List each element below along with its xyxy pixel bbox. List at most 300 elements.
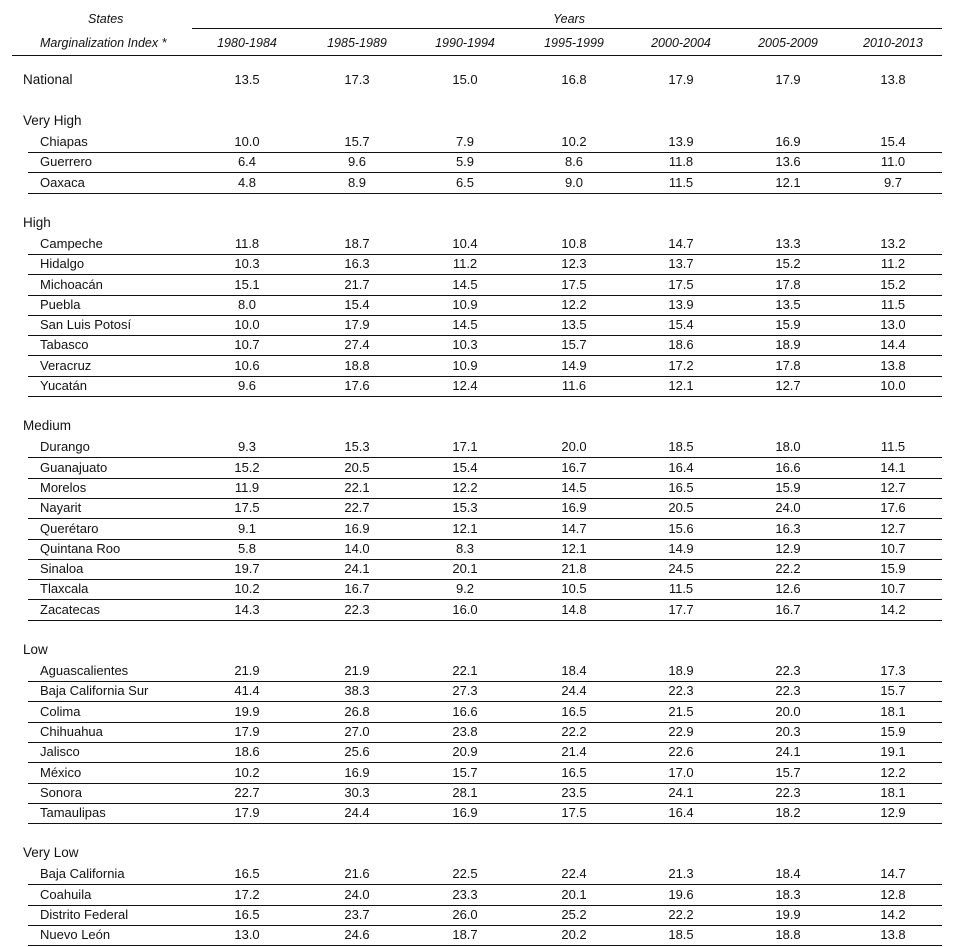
value-cell: 21.6 <box>344 866 370 882</box>
value-cell: 21.7 <box>344 276 370 292</box>
value-cell: 12.1 <box>452 520 478 536</box>
value-cell: 22.2 <box>668 907 694 922</box>
value-cell: 24.1 <box>668 784 694 800</box>
value-cell: 12.6 <box>775 581 801 597</box>
table-row <box>28 335 942 356</box>
value-cell: 13.8 <box>880 72 906 87</box>
state-label: Sonora <box>40 784 82 800</box>
value-cell: 9.6 <box>347 154 367 170</box>
value-cell: 11.5 <box>668 581 694 597</box>
value-cell: 38.3 <box>344 683 370 699</box>
value-cell: 10.6 <box>234 357 260 373</box>
table-row <box>28 132 942 153</box>
table-row <box>28 173 942 194</box>
state-label: Nayarit <box>40 500 82 516</box>
value-cell: 23.5 <box>561 784 587 800</box>
value-cell: 11.0 <box>880 154 906 170</box>
value-cell: 21.4 <box>561 744 587 760</box>
value-cell: 20.3 <box>775 723 801 739</box>
value-cell: 21.3 <box>668 866 694 882</box>
value-cell: 16.5 <box>561 703 587 719</box>
value-cell: 13.8 <box>880 357 906 373</box>
state-label: México <box>40 764 82 780</box>
table-row <box>28 498 942 519</box>
state-label: Chiapas <box>40 134 88 149</box>
value-cell: 18.3 <box>775 886 801 902</box>
table-row <box>28 539 942 560</box>
value-cell: 16.7 <box>775 601 801 617</box>
value-cell: 17.1 <box>452 439 478 455</box>
value-cell: 10.0 <box>234 317 260 333</box>
state-label: Morelos <box>40 479 87 495</box>
value-cell: 13.7 <box>668 256 694 272</box>
value-cell: 8.6 <box>564 154 584 170</box>
value-cell: 9.2 <box>455 581 475 597</box>
state-label: Baja California Sur <box>40 683 149 699</box>
value-cell: 18.5 <box>668 439 694 455</box>
table-row <box>28 152 942 173</box>
state-label: Durango <box>40 439 90 455</box>
value-cell: 16.3 <box>344 256 370 272</box>
value-cell: 16.3 <box>775 520 801 536</box>
value-cell: 13.0 <box>234 927 260 943</box>
value-cell: 20.2 <box>561 927 587 943</box>
table-row <box>28 519 942 540</box>
value-cell: 18.4 <box>775 866 801 882</box>
value-cell: 23.8 <box>452 723 478 739</box>
table-row <box>28 559 942 580</box>
value-cell: 10.5 <box>561 581 587 597</box>
value-cell: 19.7 <box>234 561 260 577</box>
state-label: Quintana Roo <box>40 540 121 556</box>
table-row <box>28 742 942 763</box>
value-cell: 17.0 <box>668 764 694 780</box>
value-cell: 9.1 <box>237 520 257 536</box>
value-cell: 25.6 <box>344 744 370 760</box>
value-cell: 16.5 <box>561 764 587 780</box>
state-label: Puebla <box>40 296 81 312</box>
value-cell: 8.9 <box>347 174 367 190</box>
value-cell: 27.0 <box>344 723 370 739</box>
value-cell: 22.2 <box>775 561 801 577</box>
value-cell: 15.2 <box>880 276 906 292</box>
value-cell: 16.5 <box>668 479 694 495</box>
value-cell: 22.3 <box>775 784 801 800</box>
state-label: Tabasco <box>40 337 89 353</box>
value-cell: 14.1 <box>880 459 906 475</box>
value-cell: 14.2 <box>880 601 906 617</box>
table-row <box>28 722 942 743</box>
value-cell: 13.9 <box>668 134 694 149</box>
value-cell: 16.7 <box>344 581 370 597</box>
value-cell: 12.2 <box>561 296 587 312</box>
value-cell: 17.7 <box>668 601 694 617</box>
table-row <box>28 234 942 255</box>
value-cell: 28.1 <box>452 784 478 800</box>
group-label: Medium <box>23 418 72 434</box>
value-cell: 17.3 <box>880 663 906 678</box>
state-label: Aguascalientes <box>40 663 129 678</box>
state-label: Sinaloa <box>40 561 84 577</box>
value-cell: 18.1 <box>880 784 906 800</box>
value-cell: 15.7 <box>452 764 478 780</box>
value-cell: 9.3 <box>237 439 257 455</box>
period-header: 1985-1989 <box>327 36 387 50</box>
value-cell: 18.9 <box>775 337 801 353</box>
state-label: Guerrero <box>40 154 93 170</box>
value-cell: 18.7 <box>344 235 370 251</box>
value-cell: 10.7 <box>880 581 906 597</box>
value-cell: 11.5 <box>880 296 906 312</box>
value-cell: 10.7 <box>880 540 906 556</box>
value-cell: 17.9 <box>234 723 260 739</box>
value-cell: 24.6 <box>344 927 370 943</box>
value-cell: 20.5 <box>344 459 370 475</box>
value-cell: 16.9 <box>561 500 587 516</box>
value-cell: 21.8 <box>561 561 587 577</box>
value-cell: 12.7 <box>775 378 801 393</box>
value-cell: 22.3 <box>775 683 801 699</box>
value-cell: 15.2 <box>775 256 801 272</box>
value-cell: 13.2 <box>880 235 906 251</box>
value-cell: 22.1 <box>344 479 370 495</box>
value-cell: 16.9 <box>775 134 801 149</box>
value-cell: 12.9 <box>880 805 906 821</box>
value-cell: 18.6 <box>234 744 260 760</box>
state-label: Colima <box>40 703 81 719</box>
group-heading <box>0 843 953 863</box>
years-header: Years <box>553 12 585 26</box>
value-cell: 10.2 <box>234 764 260 780</box>
value-cell: 23.3 <box>452 886 478 902</box>
value-cell: 13.5 <box>234 72 260 87</box>
value-cell: 11.2 <box>880 256 906 272</box>
period-header: 2010-2013 <box>863 36 923 50</box>
value-cell: 11.8 <box>668 154 694 170</box>
value-cell: 22.4 <box>561 866 587 882</box>
value-cell: 16.9 <box>344 520 370 536</box>
marginalization-index-header: Marginalization Index * <box>40 36 167 50</box>
state-label: Nuevo León <box>40 927 111 943</box>
value-cell: 19.1 <box>880 744 906 760</box>
value-cell: 20.1 <box>452 561 478 577</box>
value-cell: 21.9 <box>234 663 260 678</box>
state-label: Coahuila <box>40 886 92 902</box>
value-cell: 12.2 <box>880 764 906 780</box>
group-heading <box>0 416 953 436</box>
value-cell: 26.0 <box>452 907 478 922</box>
value-cell: 15.7 <box>344 134 370 149</box>
value-cell: 12.1 <box>775 174 801 190</box>
value-cell: 18.8 <box>344 357 370 373</box>
value-cell: 16.4 <box>668 805 694 821</box>
value-cell: 8.0 <box>237 296 257 312</box>
table-row <box>28 702 942 723</box>
value-cell: 16.5 <box>234 907 260 922</box>
value-cell: 17.5 <box>234 500 260 516</box>
period-header: 1990-1994 <box>435 36 495 50</box>
value-cell: 10.2 <box>561 134 587 149</box>
table-row <box>28 600 942 621</box>
value-cell: 15.7 <box>880 683 906 699</box>
value-cell: 22.6 <box>668 744 694 760</box>
value-cell: 17.6 <box>344 378 370 393</box>
value-cell: 15.2 <box>234 459 260 475</box>
value-cell: 13.5 <box>775 296 801 312</box>
value-cell: 27.3 <box>452 683 478 699</box>
header-divider <box>12 55 942 56</box>
value-cell: 15.9 <box>775 317 801 333</box>
value-cell: 12.1 <box>561 540 587 556</box>
table-row <box>28 763 942 784</box>
value-cell: 13.3 <box>775 235 801 251</box>
value-cell: 12.3 <box>561 256 587 272</box>
value-cell: 19.6 <box>668 886 694 902</box>
value-cell: 17.5 <box>561 805 587 821</box>
value-cell: 14.7 <box>880 866 906 882</box>
value-cell: 18.6 <box>668 337 694 353</box>
value-cell: 24.5 <box>668 561 694 577</box>
value-cell: 14.8 <box>561 601 587 617</box>
value-cell: 9.6 <box>237 378 257 393</box>
value-cell: 11.5 <box>668 174 694 190</box>
value-cell: 16.6 <box>452 703 478 719</box>
state-label: Querétaro <box>40 520 99 536</box>
value-cell: 12.7 <box>880 479 906 495</box>
value-cell: 17.9 <box>234 805 260 821</box>
value-cell: 16.5 <box>234 866 260 882</box>
value-cell: 15.4 <box>452 459 478 475</box>
group-label: Very Low <box>23 845 79 861</box>
value-cell: 24.1 <box>775 744 801 760</box>
value-cell: 6.5 <box>455 174 475 190</box>
value-cell: 19.9 <box>234 703 260 719</box>
value-cell: 18.2 <box>775 805 801 821</box>
value-cell: 17.8 <box>775 357 801 373</box>
value-cell: 24.0 <box>775 500 801 516</box>
value-cell: 15.4 <box>880 134 906 149</box>
value-cell: 10.0 <box>880 378 906 393</box>
group-label: High <box>23 214 51 230</box>
national-row <box>0 70 953 90</box>
table-row <box>28 885 942 906</box>
value-cell: 24.0 <box>344 886 370 902</box>
value-cell: 23.7 <box>344 907 370 922</box>
value-cell: 15.9 <box>880 561 906 577</box>
value-cell: 14.2 <box>880 907 906 922</box>
value-cell: 11.2 <box>452 256 478 272</box>
value-cell: 10.3 <box>234 256 260 272</box>
value-cell: 11.8 <box>234 235 260 251</box>
value-cell: 20.0 <box>561 439 587 455</box>
value-cell: 14.5 <box>452 276 478 292</box>
value-cell: 20.5 <box>668 500 694 516</box>
table-row <box>28 315 942 336</box>
table-row <box>28 783 942 804</box>
table-row <box>28 681 942 702</box>
period-header: 2000-2004 <box>651 36 711 50</box>
table-row <box>28 478 942 499</box>
value-cell: 10.7 <box>234 337 260 353</box>
value-cell: 20.1 <box>561 886 587 902</box>
table-row <box>28 905 942 926</box>
table-row <box>28 275 942 296</box>
value-cell: 14.9 <box>561 357 587 373</box>
value-cell: 27.4 <box>344 337 370 353</box>
group-heading <box>0 640 953 660</box>
value-cell: 7.9 <box>455 134 475 149</box>
group-label: Low <box>23 642 48 657</box>
value-cell: 25.2 <box>561 907 587 922</box>
value-cell: 15.1 <box>234 276 260 292</box>
table-row <box>28 356 942 377</box>
value-cell: 13.0 <box>880 317 906 333</box>
value-cell: 22.3 <box>668 683 694 699</box>
table-row <box>28 579 942 600</box>
value-cell: 21.9 <box>344 663 370 678</box>
value-cell: 14.9 <box>668 540 694 556</box>
value-cell: 12.8 <box>880 886 906 902</box>
state-label: Distrito Federal <box>40 907 129 922</box>
value-cell: 17.9 <box>775 72 801 87</box>
table-row <box>28 925 942 946</box>
state-label: Hidalgo <box>40 256 85 272</box>
state-label: Veracruz <box>40 357 92 373</box>
period-header: 1995-1999 <box>544 36 604 50</box>
value-cell: 18.5 <box>668 927 694 943</box>
value-cell: 9.7 <box>883 174 903 190</box>
state-label: Guanajuato <box>40 459 108 475</box>
value-cell: 18.9 <box>668 663 694 678</box>
value-cell: 19.9 <box>775 907 801 922</box>
value-cell: 10.4 <box>452 235 478 251</box>
table-row <box>28 864 942 885</box>
value-cell: 16.8 <box>561 72 587 87</box>
table-row <box>28 458 942 479</box>
value-cell: 15.9 <box>880 723 906 739</box>
value-cell: 13.8 <box>880 927 906 943</box>
value-cell: 18.4 <box>561 663 587 678</box>
value-cell: 16.0 <box>452 601 478 617</box>
group-label: Very High <box>23 113 82 128</box>
value-cell: 5.9 <box>455 154 475 170</box>
table-row <box>28 376 942 397</box>
group-heading <box>0 111 953 131</box>
table-row <box>28 437 942 458</box>
value-cell: 9.0 <box>564 174 584 190</box>
state-label: Jalisco <box>40 744 80 760</box>
value-cell: 17.2 <box>234 886 260 902</box>
value-cell: 20.9 <box>452 744 478 760</box>
value-cell: 15.7 <box>561 337 587 353</box>
value-cell: 6.4 <box>237 154 257 170</box>
value-cell: 14.7 <box>668 235 694 251</box>
value-cell: 26.8 <box>344 703 370 719</box>
value-cell: 10.0 <box>234 134 260 149</box>
value-cell: 16.7 <box>561 459 587 475</box>
value-cell: 12.1 <box>668 378 694 393</box>
state-label: Michoacán <box>40 276 103 292</box>
value-cell: 14.7 <box>561 520 587 536</box>
table-row <box>28 803 942 824</box>
state-label: Tamaulipas <box>40 805 106 821</box>
state-label: Zacatecas <box>40 601 100 617</box>
value-cell: 15.9 <box>775 479 801 495</box>
value-cell: 10.3 <box>452 337 478 353</box>
state-label: Yucatán <box>40 378 87 393</box>
value-cell: 14.5 <box>561 479 587 495</box>
value-cell: 10.9 <box>452 357 478 373</box>
value-cell: 17.9 <box>668 72 694 87</box>
value-cell: 18.7 <box>452 927 478 943</box>
value-cell: 24.4 <box>344 805 370 821</box>
value-cell: 15.4 <box>668 317 694 333</box>
years-divider <box>192 28 942 29</box>
value-cell: 13.9 <box>668 296 694 312</box>
value-cell: 12.7 <box>880 520 906 536</box>
value-cell: 17.5 <box>668 276 694 292</box>
table-row <box>28 295 942 316</box>
state-label: Campeche <box>40 235 103 251</box>
value-cell: 13.6 <box>775 154 801 170</box>
value-cell: 16.9 <box>452 805 478 821</box>
value-cell: 17.3 <box>344 72 370 87</box>
value-cell: 15.3 <box>344 439 370 455</box>
state-label: National <box>23 72 73 87</box>
value-cell: 24.1 <box>344 561 370 577</box>
value-cell: 22.1 <box>452 663 478 678</box>
period-header: 1980-1984 <box>217 36 277 50</box>
table-row <box>28 254 942 275</box>
value-cell: 16.9 <box>344 764 370 780</box>
value-cell: 14.3 <box>234 601 260 617</box>
value-cell: 22.3 <box>344 601 370 617</box>
value-cell: 21.5 <box>668 703 694 719</box>
state-label: Baja California <box>40 866 125 882</box>
value-cell: 14.5 <box>452 317 478 333</box>
value-cell: 14.0 <box>344 540 370 556</box>
value-cell: 12.2 <box>452 479 478 495</box>
value-cell: 20.0 <box>775 703 801 719</box>
value-cell: 16.6 <box>775 459 801 475</box>
group-heading <box>0 213 953 233</box>
value-cell: 12.9 <box>775 540 801 556</box>
value-cell: 14.4 <box>880 337 906 353</box>
value-cell: 17.2 <box>668 357 694 373</box>
state-label: San Luis Potosí <box>40 317 132 333</box>
value-cell: 10.8 <box>561 235 587 251</box>
states-header: States <box>88 12 124 26</box>
value-cell: 22.7 <box>234 784 260 800</box>
value-cell: 22.2 <box>561 723 587 739</box>
value-cell: 16.4 <box>668 459 694 475</box>
value-cell: 18.1 <box>880 703 906 719</box>
value-cell: 18.8 <box>775 927 801 943</box>
state-label: Chihuahua <box>40 723 103 739</box>
value-cell: 17.8 <box>775 276 801 292</box>
value-cell: 13.5 <box>561 317 587 333</box>
value-cell: 5.8 <box>237 540 257 556</box>
value-cell: 24.4 <box>561 683 587 699</box>
value-cell: 15.0 <box>452 72 478 87</box>
value-cell: 10.2 <box>234 581 260 597</box>
value-cell: 22.5 <box>452 866 478 882</box>
value-cell: 41.4 <box>234 683 260 699</box>
value-cell: 15.6 <box>668 520 694 536</box>
value-cell: 4.8 <box>237 174 257 190</box>
value-cell: 15.3 <box>452 500 478 516</box>
value-cell: 17.6 <box>880 500 906 516</box>
